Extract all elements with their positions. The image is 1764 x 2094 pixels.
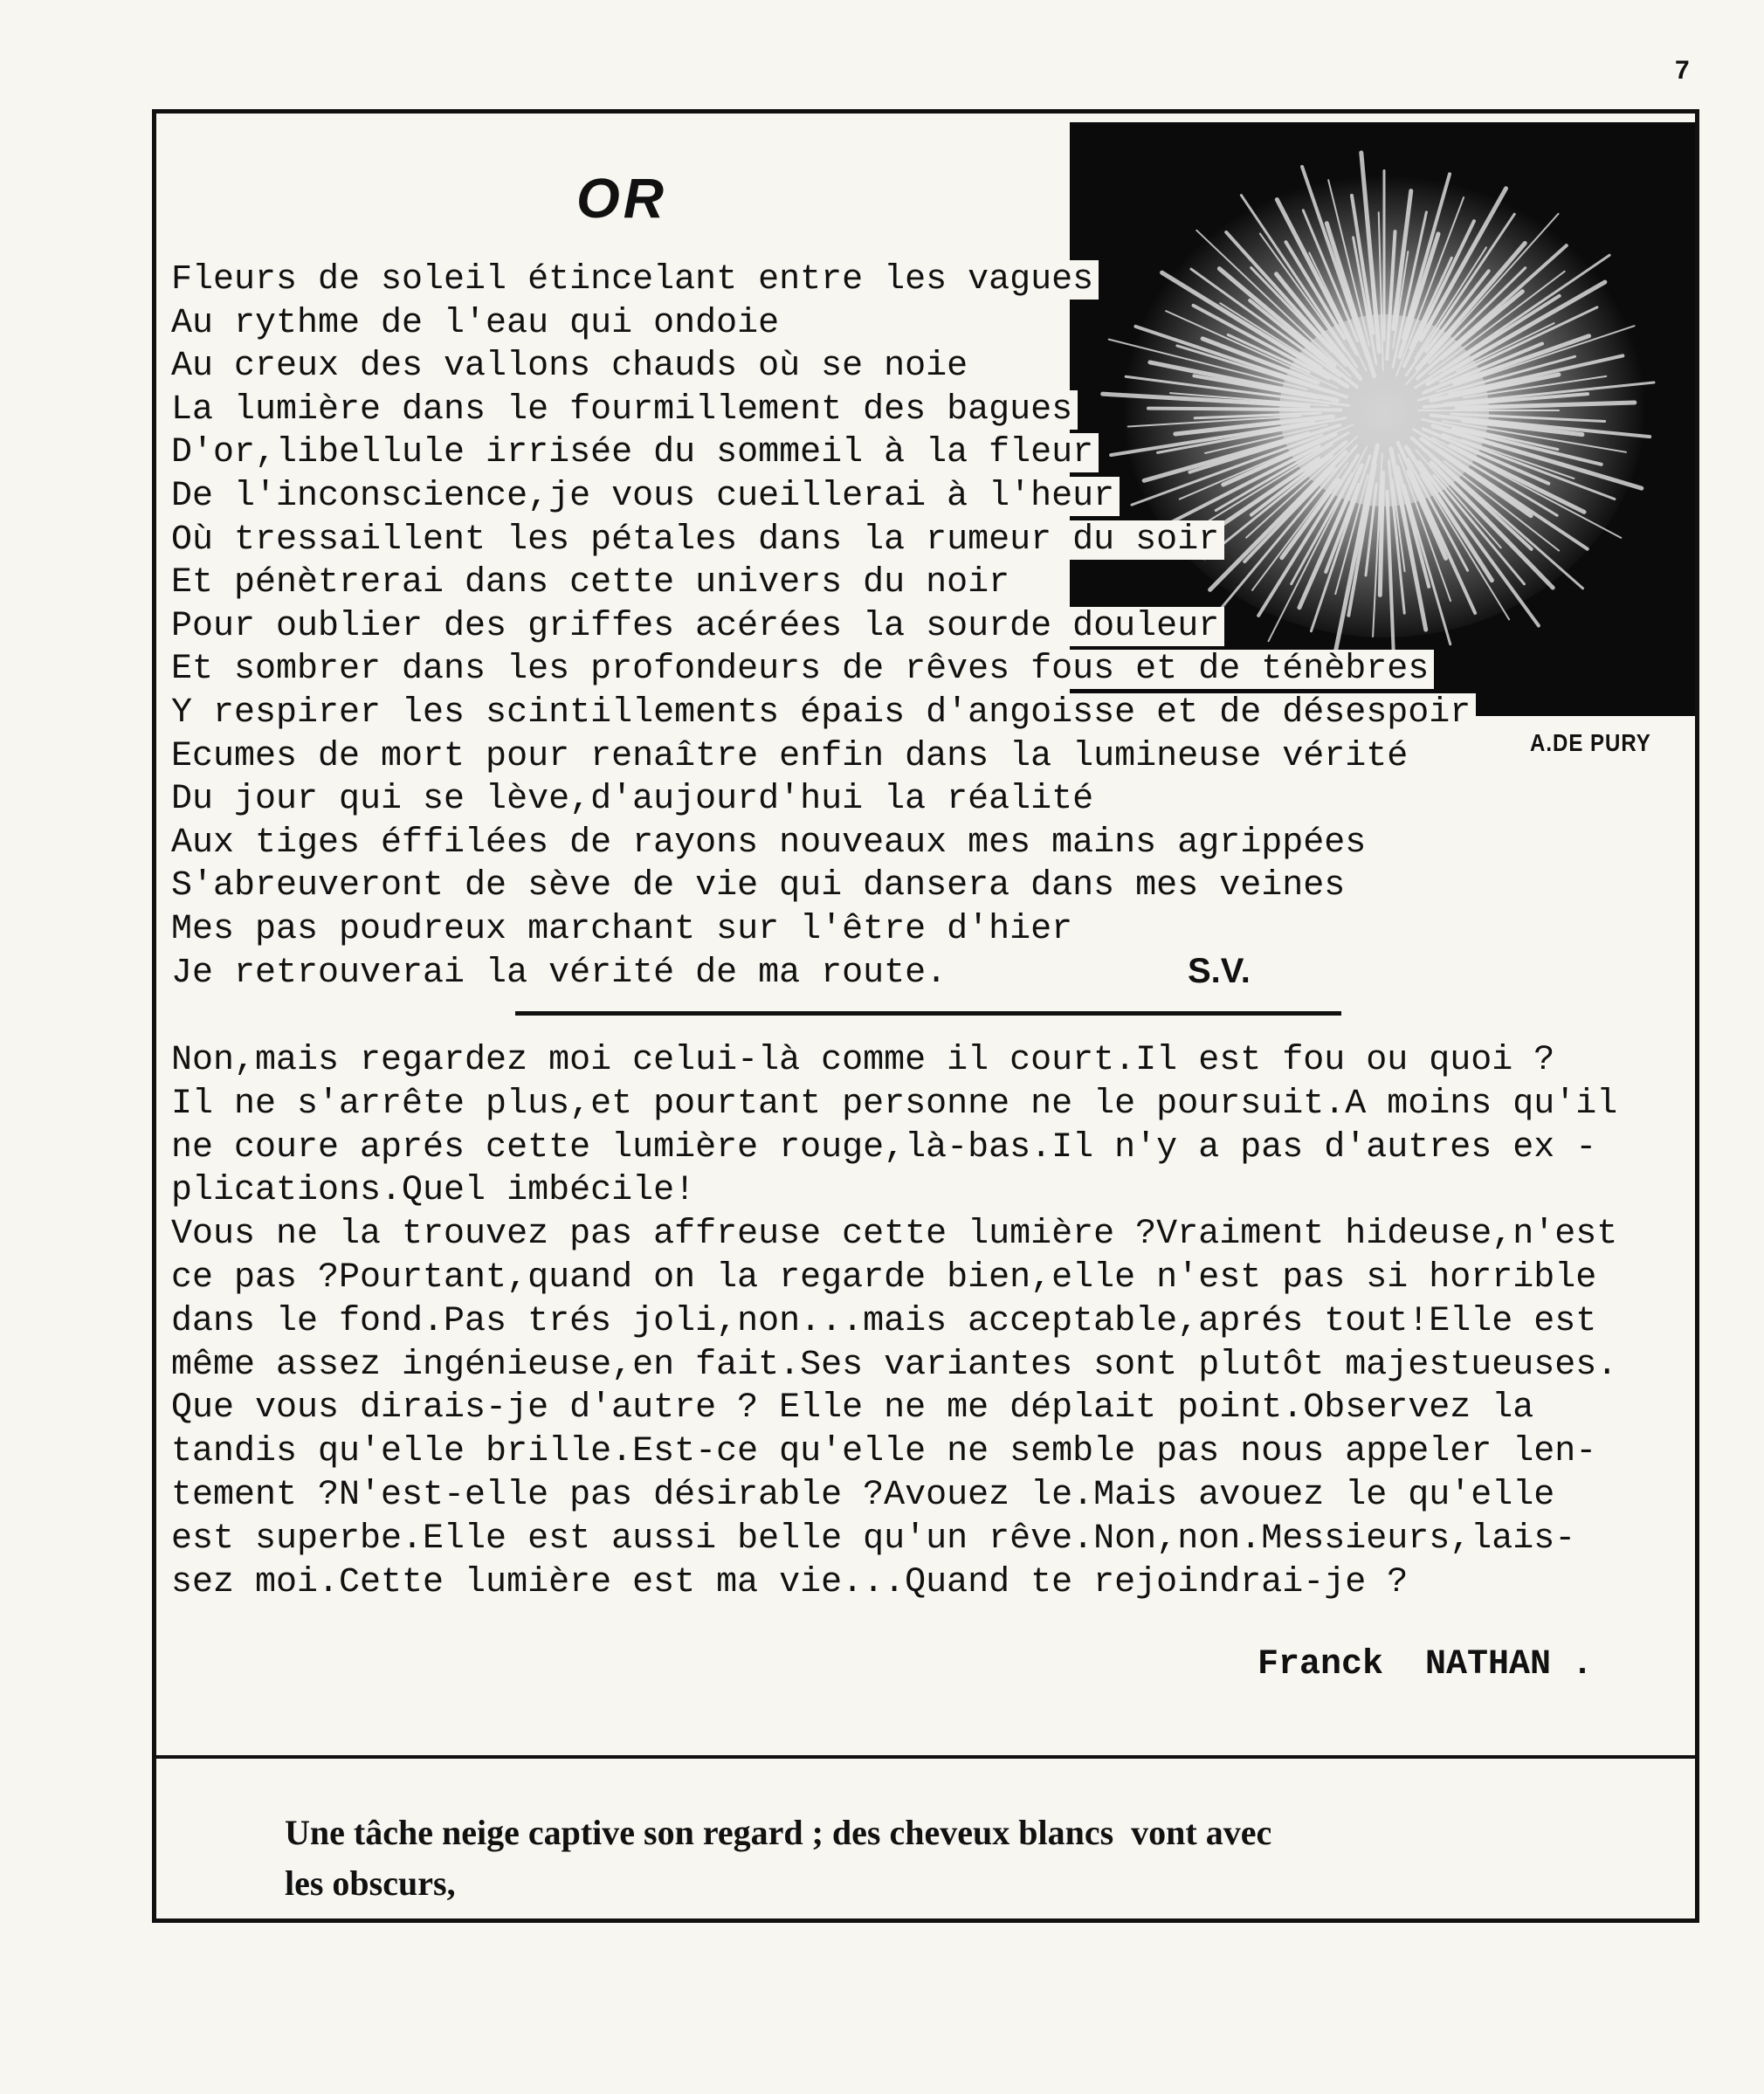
poem-line: Où tressaillent les pétales dans la rumeur du soir	[171, 519, 1476, 562]
page-number: 7	[1675, 56, 1690, 85]
poem-line: Au creux des vallons chauds où se noie	[171, 345, 1476, 389]
poem-line: Pour oublier des griffes acérées la sourde douleur	[171, 605, 1476, 649]
bottom-line: les obscurs,	[285, 1863, 456, 1903]
prose-text	[171, 1039, 1617, 1604]
poem-line: Aux tiges éffilées de rayons nouveaux mes mains agrippées	[171, 822, 1476, 865]
poem-line: Du jour qui se lève,d'aujourd'hui la réalité	[171, 778, 1476, 822]
poem-line: Ecumes de mort pour renaître enfin dans la lumineuse vérité	[171, 735, 1476, 779]
poem-line: Au rythme de l'eau qui ondoie	[171, 302, 1476, 346]
poem-line: De l'inconscience,je vous cueillerai à l'heur	[171, 475, 1476, 519]
prose-line: Vous ne la trouvez pas affreuse cette lumière ?Vraiment hideuse,n'est	[171, 1215, 1618, 1255]
photo-credit: A.DE PURY	[1530, 729, 1651, 757]
poem-line: Et sombrer dans les profondeurs de rêves fous et de ténèbres	[171, 648, 1476, 692]
prose-line: tandis qu'elle brille.Est-ce qu'elle ne semble pas nous appeler len-	[171, 1432, 1597, 1472]
prose-signature: Franck NATHAN .	[1258, 1645, 1594, 1684]
prose-line: tement ?N'est-elle pas désirable ?Avouez le.Mais avouez le qu'elle	[171, 1475, 1555, 1515]
prose-line: même assez ingénieuse,en fait.Ses variantes sont plutôt majestueuses.	[171, 1345, 1618, 1385]
poem-signature: S.V.	[1188, 952, 1251, 990]
section-divider	[515, 1011, 1341, 1016]
prose-line: est superbe.Elle est aussi belle qu'un rêve.Non,non.Messieurs,lais-	[171, 1519, 1576, 1559]
poem-line: Et pénètrerai dans cette univers du noir	[171, 561, 1476, 605]
poem-line: Fleurs de soleil étincelant entre les vagues	[171, 258, 1476, 302]
poem-line: D'or,libellule irrisée du sommeil à la fleur	[171, 431, 1476, 475]
bottom-line: Une tâche neige captive son regard ; des cheveux blancs vont avec	[285, 1813, 1272, 1852]
box-divider	[156, 1755, 1695, 1759]
poem-line: Y respirer les scintillements épais d'angoisse et de désespoir	[171, 692, 1476, 735]
bottom-box-text	[285, 1808, 1271, 1909]
prose-line: Il ne s'arrête plus,et pourtant personne ne le poursuit.A moins qu'il	[171, 1084, 1618, 1124]
prose-line: ne coure aprés cette lumière rouge,là-bas.Il n'y a pas d'autres ex -	[171, 1127, 1597, 1168]
prose-line: dans le fond.Pas trés joli,non...mais acceptable,aprés tout!Elle est	[171, 1301, 1597, 1341]
prose-line: Non,mais regardez moi celui-là comme il court.Il est fou ou quoi ?	[171, 1041, 1555, 1080]
poem-line: S'abreuveront de sève de vie qui dansera dans mes veines	[171, 864, 1476, 908]
poem	[171, 258, 1476, 995]
poem-title: OR	[576, 167, 667, 230]
poem-line: Mes pas poudreux marchant sur l'être d'hier	[171, 908, 1476, 952]
poem-line: Je retrouverai la vérité de ma route.	[171, 952, 1476, 995]
prose-line: Que vous dirais-je d'autre ? Elle ne me déplait point.Observez la	[171, 1388, 1534, 1429]
prose-line: ce pas ?Pourtant,quand on la regarde bien,elle n'est pas si horrible	[171, 1257, 1597, 1298]
prose-line: plications.Quel imbécile!	[171, 1171, 696, 1211]
poem-line: La lumière dans le fourmillement des bagues	[171, 389, 1476, 432]
prose-line: sez moi.Cette lumière est ma vie...Quand te rejoindrai-je ?	[171, 1562, 1409, 1602]
